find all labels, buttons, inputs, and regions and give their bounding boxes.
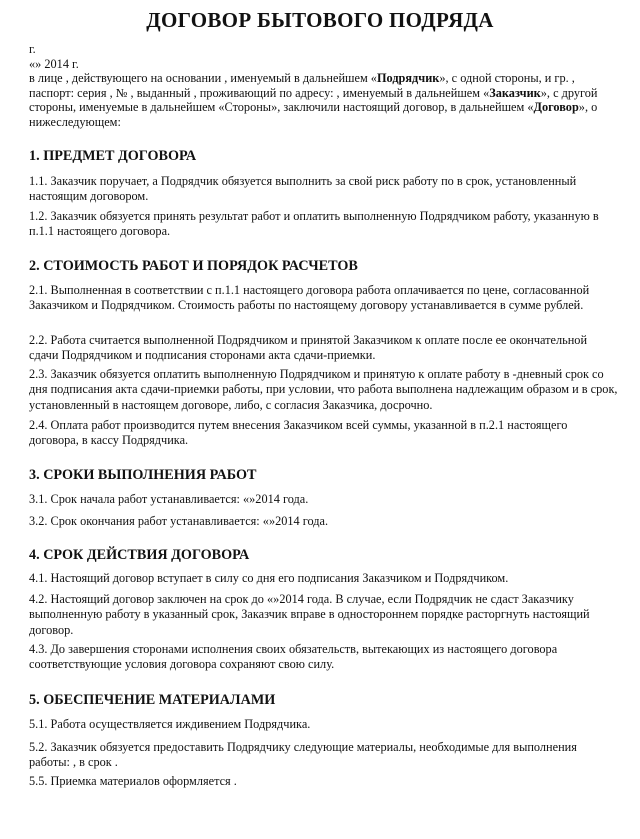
contract-term: Договор (533, 100, 579, 115)
clause-4-1: 4.1. Настоящий договор вступает в силу со дня его подписания Заказчиком и Подрядчиком. (29, 571, 509, 585)
clause-2-2: 2.2. Работа считается выполненной Подрядчиком и принятой Заказчиком к оплате после ее окончательной сдачи Подрядчиком и подписания сторонами акта сдачи-приемки. (29, 333, 588, 363)
customer-term: Заказчик (489, 85, 541, 100)
section-heading: 5. ОБЕСПЕЧЕНИЕ МАТЕРИАЛАМИ (29, 692, 276, 708)
clause-3-2: 3.2. Срок окончания работ устанавливается: «»2014 года. (29, 514, 329, 528)
section-heading: 3. СРОКИ ВЫПОЛНЕНИЯ РАБОТ (29, 467, 257, 483)
date-line: «» 2014 г. (29, 56, 79, 71)
clause-5-2: 5.2. Заказчик обязуется предоставить Подрядчику следующие материалы, необходимые для выполнения работы: , в срок . (29, 740, 577, 770)
section-heading: 4. СРОК ДЕЙСТВИЯ ДОГОВОРА (29, 547, 250, 563)
clause-4-2: 4.2. Настоящий договор заключен на срок до «»2014 года. В случае, если Подрядчик не сдаст Заказчику выполненную работу в указанный срок, Заказчик вправе в одностороннем порядке расторгнуть настоящий договор. (29, 592, 590, 637)
city-line: г. (29, 42, 36, 56)
clause-1-1: 1.1. Заказчик поручает, а Подрядчик обязуется выполнить за свой риск работу по в срок, установленный настоящим договором. (29, 174, 577, 204)
clause-1-2: 1.2. Заказчик обязуется принять результат работ и оплатить выполненную Подрядчиком работу, указанную в п.1.1 настоящего договора. (29, 209, 599, 239)
section-heading: 2. СТОИМОСТЬ РАБОТ И ПОРЯДОК РАСЧЕТОВ (29, 258, 358, 274)
preamble (29, 42, 619, 130)
document-title: ДОГОВОР БЫТОВОГО ПОДРЯДА (146, 8, 494, 32)
clause-3-1: 3.1. Срок начала работ устанавливается: «»2014 года. (29, 492, 309, 506)
clause-5-1: 5.1. Работа осуществляется иждивением Подрядчика. (29, 717, 311, 731)
clause-5-5: 5.5. Приемка материалов оформляется . (29, 774, 237, 788)
clause-2-4: 2.4. Оплата работ производится путем внесения Заказчиком всей суммы, указанной в п.2.1 настоящего договора, в кассу Подрядчика. (29, 418, 568, 448)
clause-2-3: 2.3. Заказчик обязуется оплатить выполненную Подрядчиком и принятую к оплате работу в -дневный срок со дня подписания акта сдачи-приемки работы, при условии, что работа выполнена надлежащим образом и в срок, установленный в настоящем договоре, либо, с согласия Заказчика, досрочно. (29, 367, 618, 412)
contractor-term: Подрядчик (376, 71, 440, 86)
section-heading: 1. ПРЕДМЕТ ДОГОВОРА (29, 148, 197, 164)
clause-4-3: 4.3. До завершения сторонами исполнения своих обязательств, вытекающих из настоящего договора соответствующие условия договора сохраняют свою силу. (29, 642, 558, 672)
clause-2-1: 2.1. Выполненная в соответствии с п.1.1 настоящего договора работа оплачивается по цене, согласованной Заказчиком и Подрядчиком. Стоимость работы по настоящему договору устанавливается в сумме рублей. (29, 283, 590, 313)
parties-paragraph: в лице , действующего на основании , именуемый в дальнейшем «Подрядчик», с одной стороны, и гр. , паспорт: серия , № , выданный , проживающий по адресу: , именуемый в дальнейшем «Заказчик», с другой стороны, именуемые в дальнейшем «Стороны», заключили настоящий договор, в дальнейшем «Договор», о нижеследующем: (29, 71, 598, 129)
